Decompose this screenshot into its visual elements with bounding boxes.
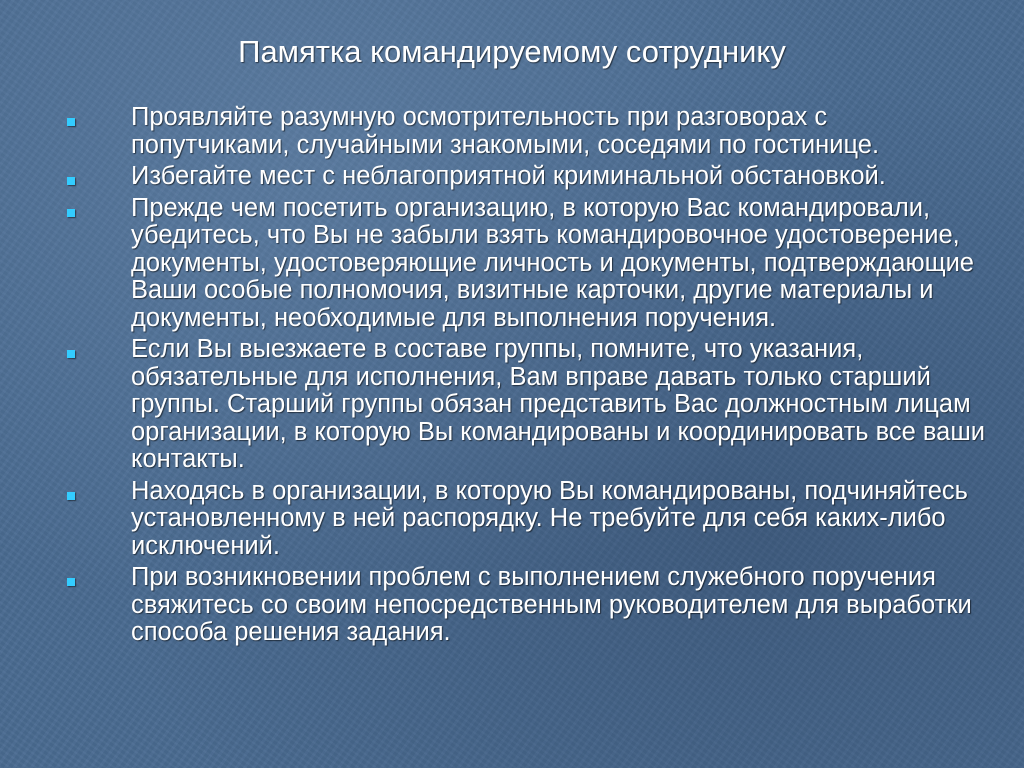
list-item <box>60 564 990 647</box>
bullet-text: Избегайте мест с неблагоприятной криминальной обстановкой. <box>131 162 886 190</box>
bullet-text: Если Вы выезжаете в составе группы, помните, что указания, обязательные для исполнения, Вам вправе давать только старший группы. Старший группы обязан представить Вас должностным лицам организации, в которую Вы командированы и координировать все ваши контакты. <box>131 335 986 473</box>
square-bullet-icon <box>67 209 75 217</box>
list-item <box>60 195 990 333</box>
list-item <box>60 163 990 191</box>
square-bullet-icon <box>67 578 75 586</box>
slide-title: Памятка командируемому сотруднику <box>238 34 786 69</box>
bullet-list <box>60 104 990 651</box>
square-bullet-icon <box>67 177 75 185</box>
list-item <box>60 104 990 159</box>
bullet-text: Прежде чем посетить организацию, в которую Вас командировали, убедитесь, что Вы не забыли взять командировочное удостоверение, документы, удостоверяющие личность и документы, подтверждающие Ваши особые полномочия, визитные карточки, другие материалы и документы, необходимые для выполнения поручения. <box>131 193 974 332</box>
list-item <box>60 336 990 474</box>
square-bullet-icon <box>67 118 75 126</box>
bullet-text: Проявляйте разумную осмотрительность при разговорах с попутчиками, случайными знакомыми, соседями по гостинице. <box>131 103 880 159</box>
bullet-text: Находясь в организации, в которую Вы командированы, подчиняйтесь установленному в ней распорядку. Не требуйте для себя каких-либо исключений. <box>131 476 968 560</box>
square-bullet-icon <box>67 492 75 500</box>
bullet-text: При возникновении проблем с выполнением служебного поручения свяжитесь со своим непосредственным руководителем для выработки способа решения задания. <box>131 563 972 646</box>
list-item <box>60 478 990 561</box>
square-bullet-icon <box>67 350 75 358</box>
